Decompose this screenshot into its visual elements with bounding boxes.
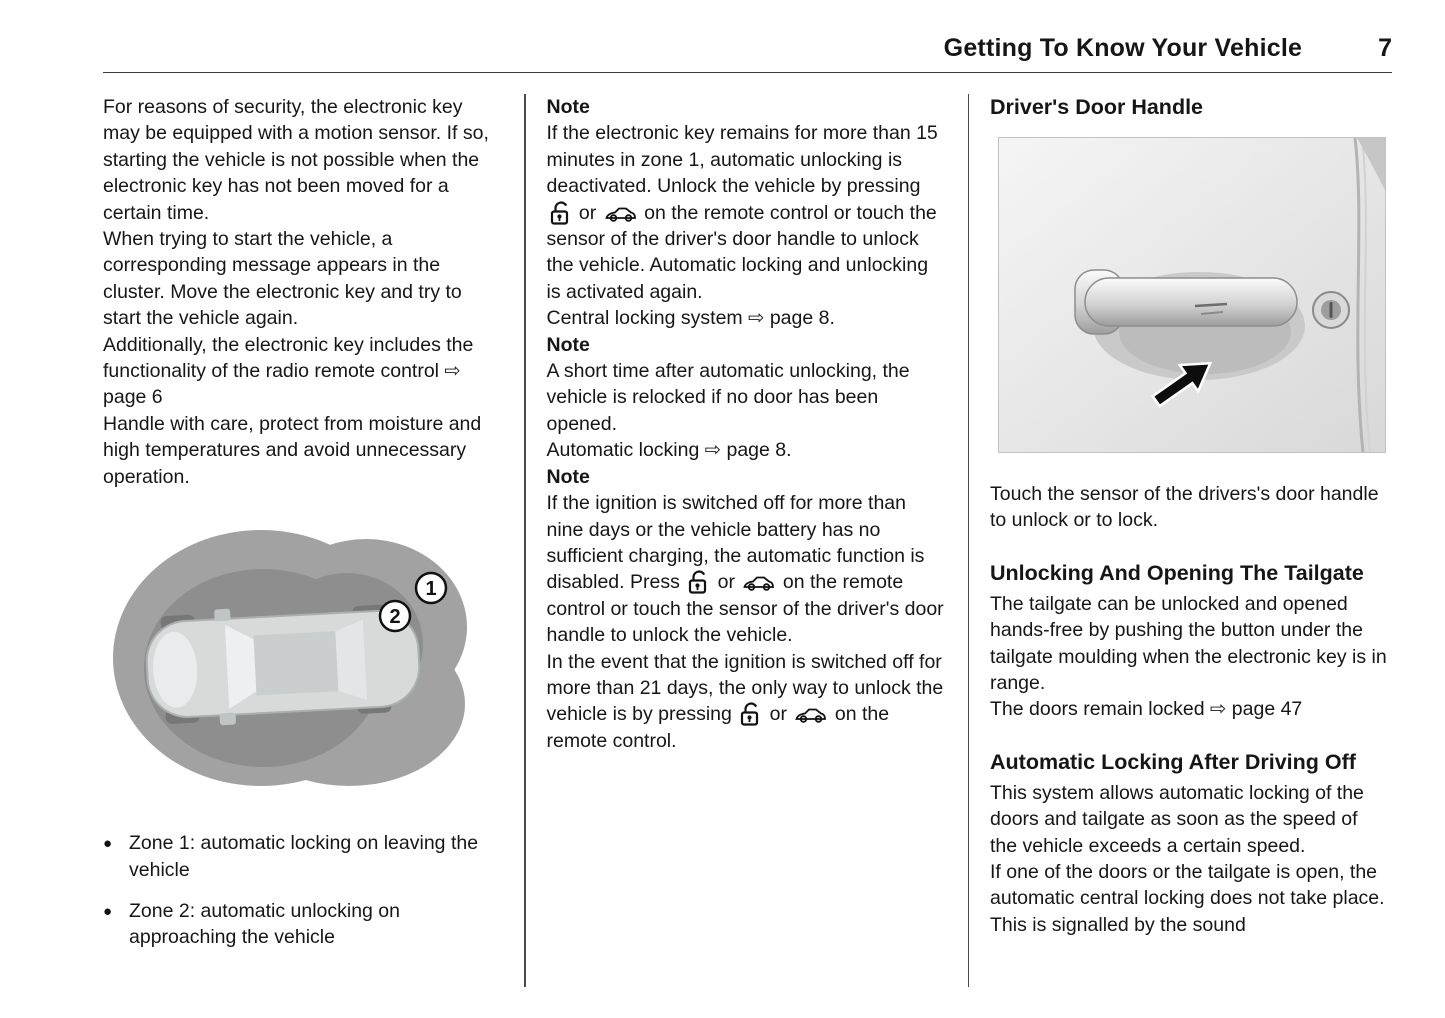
zone1-marker: [416, 573, 446, 603]
zone2-marker-label: 2: [389, 606, 401, 629]
paragraph-door-open: If one of the doors or the tailgate is open, the automatic central locking does not take place. This is signalled by the sound: [990, 861, 1385, 936]
section-heading-auto-locking: Automatic Locking After Driving Off: [990, 749, 1356, 774]
section-heading-tailgate: Unlocking And Opening The Tailgate: [990, 560, 1364, 585]
list-item-zone1: [103, 830, 503, 883]
chapter-title: Getting To Know Your Vehicle: [943, 34, 1303, 62]
section-auto-locking: [990, 749, 1389, 938]
note1-text-1: If the electronic key remains for more than 15 minutes in zone 1, automatic unlocking is deactivated. Unlock the vehicle by pressing: [546, 122, 938, 198]
note1-text-2: on the remote control or touch the sensor of the driver's door handle to unlock the vehicle. Automatic locking and unlocking is activated again.: [546, 201, 937, 303]
paragraph-21-days: [547, 649, 947, 755]
note-paragraph-relock: A short time after automatic unlocking, the vehicle is relocked if no door has been opened.: [546, 360, 910, 435]
zone-bullet-list: [103, 830, 503, 951]
zone-illustration-svg: [111, 522, 473, 794]
unlock-icon: [740, 701, 761, 726]
column-middle: [547, 94, 947, 754]
note-label: Note: [546, 333, 590, 356]
note-label: Note: [546, 96, 590, 118]
list-item-zone1-text: Zone 1: automatic locking on leaving the vehicle: [129, 832, 479, 881]
list-item-zone2-text: Zone 2: automatic unlocking on approaching the vehicle: [129, 899, 401, 949]
last-text-1: In the event that the ignition is switched off for more than 21 days, the only way to unlock the vehicle is by pressing: [546, 650, 944, 726]
car-remote-icon: [795, 707, 826, 723]
last-text-2: on the remote control.: [546, 703, 890, 752]
paragraph-touch-sensor: Touch the sensor of the drivers's door handle to unlock or to lock.: [990, 483, 1379, 532]
reference-automatic-locking: Automatic locking ⇨ page 8.: [546, 439, 792, 462]
content-columns: [103, 94, 1392, 987]
paragraph-auto-locking: This system allows automatic locking of the doors and tailgate as soon as the speed of the vehicle exceeds a certain speed.: [990, 781, 1364, 857]
unlock-icon: [550, 200, 571, 225]
zone2-marker: [380, 601, 410, 631]
zone-illustration: [111, 522, 473, 794]
reference-central-locking: Central locking system ⇨ page 8.: [546, 307, 835, 330]
door-handle-svg: [999, 138, 1385, 452]
note3-text-1: If the ignition is switched off for more than nine days or the vehicle battery has no sufficient charging, the automatic function is disabled. Press: [546, 492, 925, 594]
column-left: [103, 94, 503, 966]
section-heading-door-handle: Driver's Door Handle: [990, 95, 1204, 119]
page-number: 7: [1378, 34, 1392, 62]
header-row: [103, 34, 1392, 73]
note3-text-2: on the remote control or touch the sensor of the driver's door handle to unlock the vehicle.: [546, 571, 944, 647]
paragraph-cluster-message: When trying to start the vehicle, a corresponding message appears in the cluster. Move the electronic key and try to start the vehicle again.: [103, 228, 462, 330]
zone1-marker-label: 1: [425, 578, 437, 601]
section-tailgate: [990, 560, 1389, 723]
note1-or: or: [573, 201, 602, 224]
paragraph-handle-care: Handle with care, protect from moisture and high temperatures and avoid unnecessary operation.: [103, 412, 482, 488]
note-label: Note: [546, 465, 590, 488]
column-divider-right: [968, 94, 970, 987]
note3-or: or: [712, 571, 741, 594]
paragraph-tailgate: The tailgate can be unlocked and opened hands-free by pushing the button under the tailgate moulding when the electronic key is in range.: [990, 592, 1387, 695]
car-remote-icon: [743, 575, 774, 591]
lock-keyway: [1330, 302, 1333, 318]
unlock-icon: [688, 569, 709, 594]
paragraph-remote-control-ref: Additionally, the electronic key includes the functionality of the radio remote control ⇨ page 6: [103, 333, 474, 409]
note-paragraph-15-minutes: [547, 120, 947, 305]
door-handle-illustration: [998, 137, 1386, 453]
page-header: [103, 34, 1392, 73]
list-item-zone2: [103, 898, 503, 951]
note-paragraph-nine-days: [547, 490, 947, 648]
column-right: [990, 94, 1389, 938]
car-remote-icon: [605, 206, 636, 222]
paragraph-motion-sensor: For reasons of security, the electronic key may be equipped with a motion sensor. If so, starting the vehicle is not possible when the electronic key has not been moved for a certain time.: [103, 96, 489, 224]
reference-doors-locked: The doors remain locked ⇨ page 47: [990, 698, 1303, 721]
last-or: or: [764, 703, 793, 726]
handle-bar: [1085, 278, 1297, 326]
column-divider-left: [524, 94, 526, 987]
